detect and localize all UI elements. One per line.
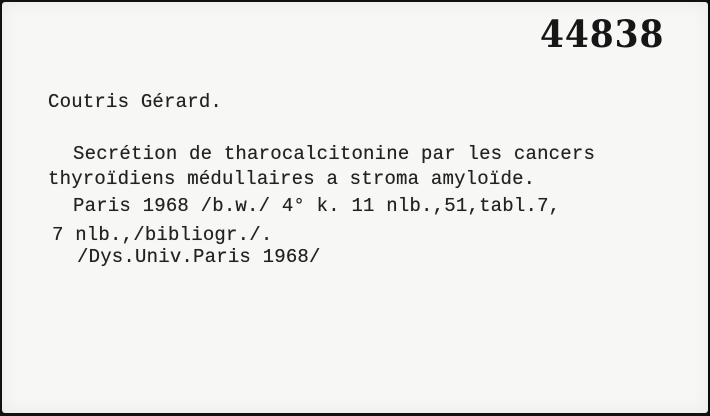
dissertation-note: /Dys.Univ.Paris 1968/ [77, 246, 321, 268]
author-name: Coutris Gérard. [48, 91, 223, 113]
collation-line: 7 nlb.,/bibliogr./. [52, 224, 273, 246]
title-line-1: Secrétion de tharocalcitonine par les cancers [73, 143, 596, 165]
accession-number: 44838 [540, 12, 665, 56]
catalog-card [2, 2, 708, 413]
title-line-2: thyroïdiens médullaires a stroma amyloïde. [48, 168, 536, 190]
imprint-line: Paris 1968 /b.w./ 4° k. 11 nlb.,51,tabl.7, [73, 195, 561, 217]
